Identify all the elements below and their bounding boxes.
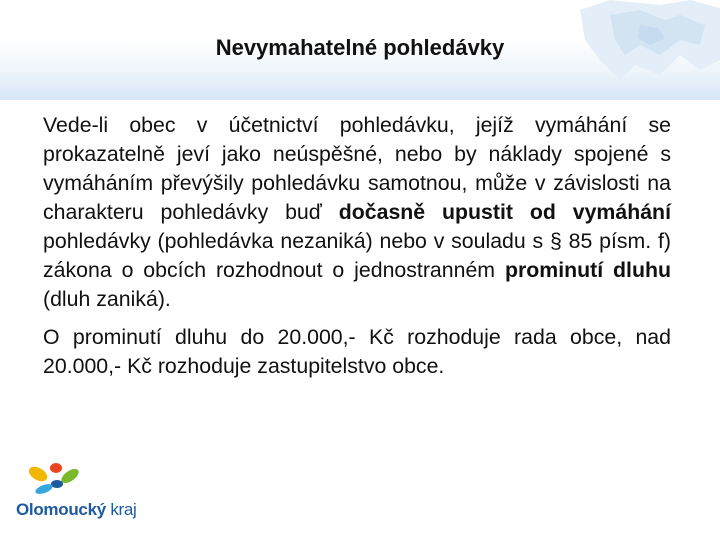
- logo-name-bold: Olomoucký: [16, 500, 106, 519]
- logo-name-regular: kraj: [105, 500, 137, 519]
- page-title: Nevymahatelné pohledávky: [215, 35, 505, 60]
- paragraph-2: O prominutí dluhu do 20.000,- Kč rozhoduje rada obce, nad 20.000,- Kč rozhoduje zastupitelstvo obce.: [43, 325, 671, 378]
- body-text: [43, 111, 671, 381]
- paragraph-1-bold-a: dočasně upustit od vymáhání: [338, 200, 671, 224]
- paragraph-1-text-a: Vede-li obec v účetnictví pohledávku, jejíž vymáhání se prokazatelně jeví jako neúspěšné, nebo by náklady spojené s vymáháním převýšily pohledávku samotnou, může v závislosti na charakteru pohledávky buď: [43, 113, 671, 224]
- paragraph-1: [43, 111, 671, 314]
- paragraph-1-bold-b: prominutí dluhu: [504, 258, 671, 282]
- paragraph-1-text-c: (dluh zaniká).: [43, 287, 171, 311]
- paragraph-1-text-b: pohledávky (pohledávka nezaniká) nebo v souladu s § 85 písm. f) zákona o obcích rozhodnout o jednostranném: [43, 229, 671, 282]
- logo-text: [16, 500, 137, 520]
